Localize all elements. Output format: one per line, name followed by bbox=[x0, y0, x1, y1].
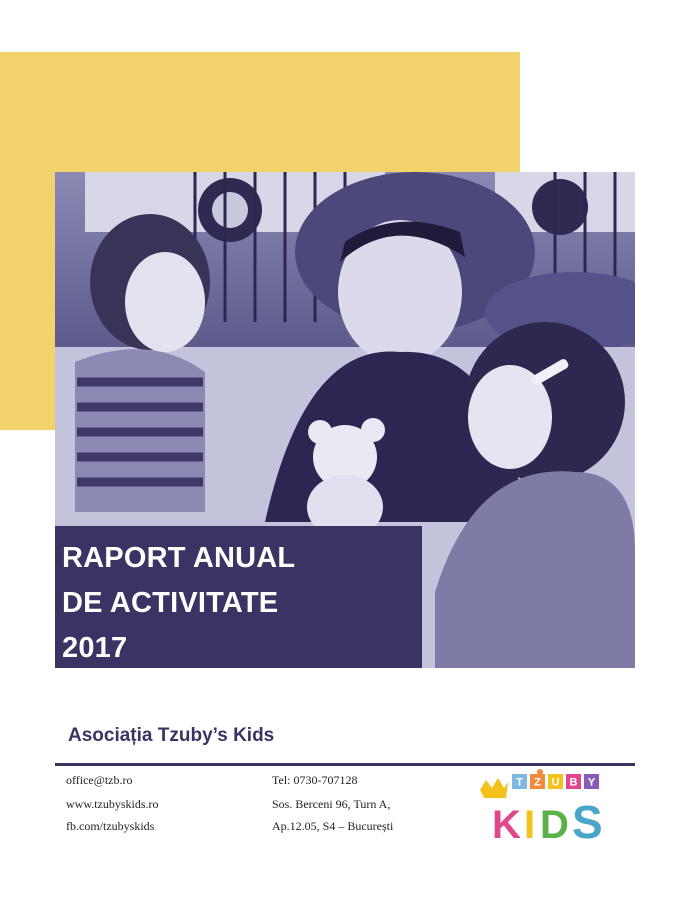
logo-letter-k: K bbox=[492, 803, 521, 847]
logo-letter-u: U bbox=[551, 776, 560, 789]
organization-name: Asociația Tzuby’s Kids bbox=[68, 725, 275, 746]
logo-letter-z: Z bbox=[534, 776, 541, 789]
contact-website[interactable]: www.tzubyskids.ro bbox=[66, 797, 159, 811]
report-year: 2017 bbox=[62, 632, 128, 664]
logo-letter-i: I bbox=[524, 803, 536, 847]
divider-rule bbox=[55, 763, 635, 766]
contact-address-line-1: Sos. Berceni 96, Turn A, bbox=[272, 797, 391, 811]
contact-facebook[interactable]: fb.com/tzubyskids bbox=[66, 819, 155, 833]
contact-email[interactable]: office@tzb.ro bbox=[66, 773, 133, 787]
contact-phone: Tel: 0730-707128 bbox=[272, 773, 358, 787]
logo-letter-t: T bbox=[516, 776, 523, 789]
logo-letter-s: S bbox=[572, 796, 603, 848]
contact-address-line-2: Ap.12.05, S4 – București bbox=[272, 819, 394, 833]
report-title-line-1: RAPORT ANUAL bbox=[62, 542, 296, 574]
logo-letter-y: Y bbox=[587, 776, 596, 789]
report-title-line-2: DE ACTIVITATE bbox=[62, 587, 279, 619]
tzuby-kids-logo bbox=[478, 768, 638, 848]
logo-letter-d: D bbox=[540, 803, 569, 847]
logo-letter-b: B bbox=[569, 776, 578, 789]
